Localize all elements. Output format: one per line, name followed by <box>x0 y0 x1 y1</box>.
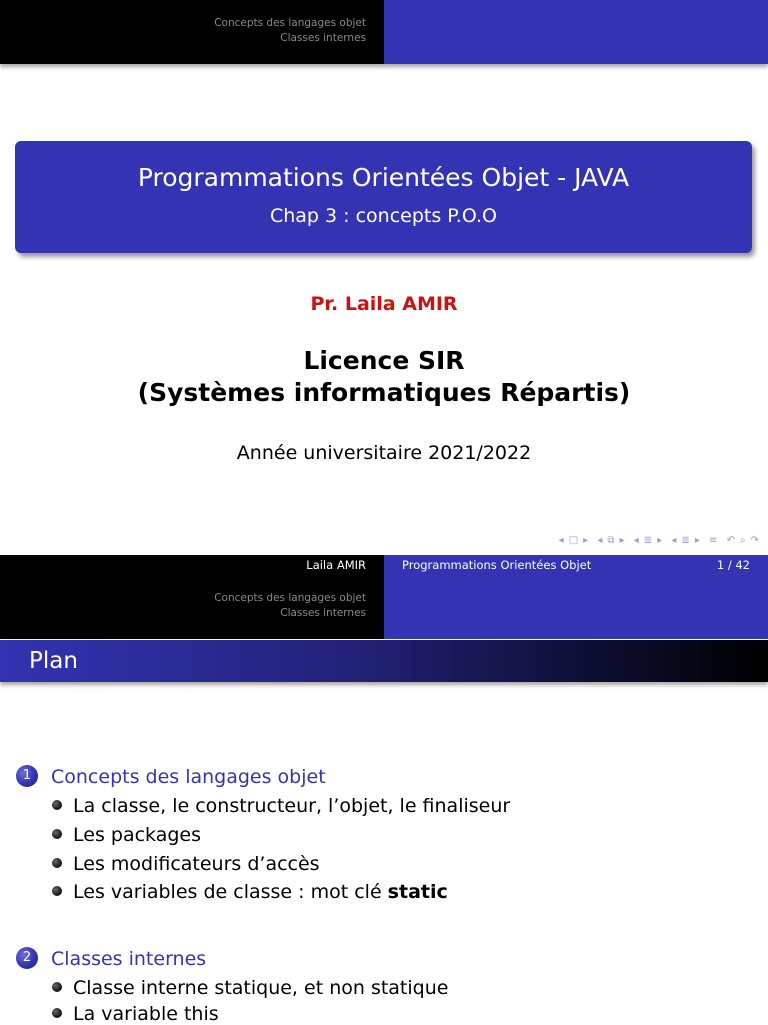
navigation-symbols <box>555 535 760 546</box>
toc-subsection-label: La variable this <box>73 1003 219 1025</box>
bullet-icon <box>52 829 62 839</box>
toc-subsection[interactable] <box>52 1003 219 1025</box>
frame-title: Plan <box>29 648 78 674</box>
headline-left-panel <box>0 575 384 639</box>
section-icon[interactable]: ≣ <box>643 535 654 546</box>
headline-right-panel <box>384 575 768 639</box>
page-number: 1 / 42 <box>716 558 750 572</box>
institute-line-2: (Systèmes informatiques Répartis) <box>137 378 631 407</box>
toc-section-title: Concepts des langages objet <box>51 766 326 788</box>
headline-right-panel <box>384 0 768 64</box>
bullet-icon <box>52 982 62 992</box>
footer-title: Programmations Orientées Objet <box>402 558 592 572</box>
toc-section-1[interactable] <box>16 766 326 792</box>
nav-next-icon[interactable]: ▸ <box>657 535 664 546</box>
toc-section-2[interactable] <box>16 948 206 974</box>
nav-prev-icon[interactable]: ◂ <box>671 535 678 546</box>
nav-next-icon[interactable]: ▸ <box>619 535 626 546</box>
section-navigation <box>214 16 366 46</box>
toc-subsection[interactable] <box>52 853 320 875</box>
headline-section-link-2[interactable]: Classes internes <box>280 607 366 619</box>
frame-icon[interactable]: □ <box>568 535 580 546</box>
slide2-headline <box>0 575 768 639</box>
back-icon[interactable]: ↶ <box>726 535 736 546</box>
toc-subsection-label: Les variables de classe : mot clé <box>73 881 388 903</box>
bullet-icon <box>52 886 62 896</box>
headline-section-link-1[interactable]: Concepts des langages objet <box>214 17 366 29</box>
toc-subsection[interactable] <box>52 824 201 846</box>
bullet-icon <box>52 858 62 868</box>
presentation-date: Année universitaire 2021/2022 <box>236 442 532 464</box>
toc-subsection-label: Classe interne statique, et non statique <box>73 977 449 999</box>
author-name: Pr. Laila AMIR <box>310 293 458 315</box>
nav-next-icon[interactable]: ▸ <box>694 535 701 546</box>
bullet-icon <box>52 1008 62 1018</box>
headline-left-panel <box>0 0 384 64</box>
search-icon[interactable]: ⌕ <box>740 535 747 546</box>
bullet-icon <box>52 800 62 810</box>
nav-prev-icon[interactable]: ◂ <box>597 535 604 546</box>
presentation-subtitle: Chap 3 : concepts P.O.O <box>269 205 498 227</box>
nav-prev-icon[interactable]: ◂ <box>558 535 565 546</box>
nav-next-icon[interactable]: ▸ <box>583 535 590 546</box>
toc-subsection-label: Les modificateurs d’accès <box>73 853 320 875</box>
headline-section-link-2[interactable]: Classes internes <box>280 32 366 44</box>
section-navigation <box>214 591 366 621</box>
institute-line-1: Licence SIR <box>303 346 465 375</box>
toc-subsection-label: La classe, le constructeur, l’objet, le finaliseur <box>73 795 511 817</box>
align-icon[interactable]: ≡ <box>709 535 719 546</box>
toc-subsection[interactable] <box>52 881 448 903</box>
toc-section-title: Classes internes <box>51 948 207 970</box>
toc-subsection[interactable] <box>52 795 510 817</box>
title-block <box>15 141 752 253</box>
section-icon[interactable]: ≣ <box>681 535 691 546</box>
institute <box>0 345 768 409</box>
slide1-headline <box>0 0 768 64</box>
subsection-icon[interactable]: ⧉ <box>607 535 616 546</box>
presentation-title: Programmations Orientées Objet - JAVA <box>137 163 630 192</box>
nav-prev-icon[interactable]: ◂ <box>633 535 640 546</box>
keyword-static: static <box>387 881 448 903</box>
forward-icon[interactable]: ↷ <box>750 535 760 546</box>
footline-author-panel <box>0 555 384 575</box>
toc-subsection-label: Les packages <box>73 824 201 846</box>
footer-author: Laila AMIR <box>306 558 366 572</box>
section-number-ball: 1 <box>16 765 38 787</box>
toc-subsection[interactable] <box>52 977 448 999</box>
headline-section-link-1[interactable]: Concepts des langages objet <box>214 592 366 604</box>
frame-title-bar <box>0 640 768 682</box>
section-number-ball: 2 <box>16 947 38 969</box>
footline <box>0 555 768 575</box>
footline-title-panel <box>384 555 768 575</box>
